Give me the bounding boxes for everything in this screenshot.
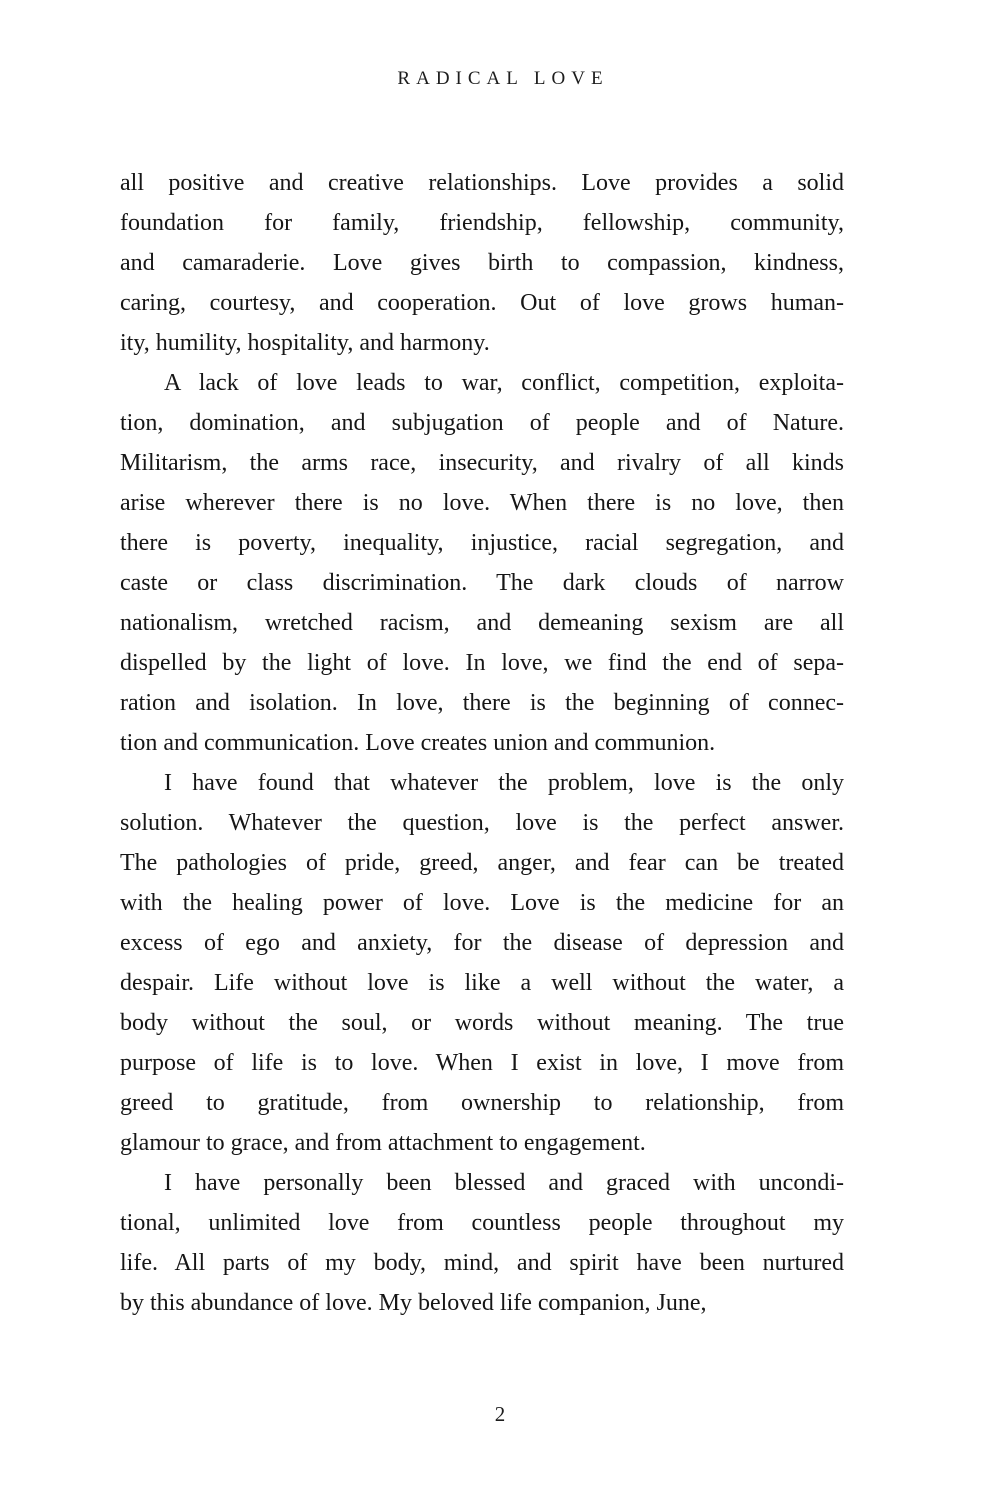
- text-line: greed to gratitude, from ownership to relationship, from: [120, 1090, 844, 1116]
- text-line: ity, humility, hospitality, and harmony.: [120, 330, 490, 356]
- text-line: all positive and creative relationships. Love provides a solid: [120, 170, 844, 196]
- paragraph: [120, 763, 844, 1163]
- text-line: life. All parts of my body, mind, and spirit have been nurtured: [120, 1250, 844, 1276]
- text-line: nationalism, wretched racism, and demeaning sexism are all: [120, 610, 844, 636]
- paragraph: [120, 163, 844, 363]
- text-line: foundation for family, friendship, fellowship, community,: [120, 210, 844, 236]
- text-line: excess of ego and anxiety, for the disease of depression and: [120, 930, 844, 956]
- text-line: The pathologies of pride, greed, anger, and fear can be treated: [120, 850, 844, 876]
- text-line: I have personally been blessed and graced with uncondi-: [164, 1170, 844, 1196]
- text-line: and camaraderie. Love gives birth to compassion, kindness,: [120, 250, 844, 276]
- text-line: caste or class discrimination. The dark clouds of narrow: [120, 570, 844, 596]
- text-line: tion, domination, and subjugation of people and of Nature.: [120, 410, 844, 436]
- page-number: 2: [494, 1402, 506, 1426]
- text-line: I have found that whatever the problem, love is the only: [164, 770, 844, 796]
- paragraph: [120, 1163, 844, 1323]
- text-line: dispelled by the light of love. In love, we find the end of sepa-: [120, 650, 844, 676]
- text-line: arise wherever there is no love. When there is no love, then: [120, 490, 844, 516]
- text-line: glamour to grace, and from attachment to engagement.: [120, 1130, 646, 1156]
- text-line: by this abundance of love. My beloved life companion, June,: [120, 1290, 707, 1316]
- text-line: body without the soul, or words without meaning. The true: [120, 1010, 844, 1036]
- running-head: RADICAL LOVE: [397, 68, 609, 89]
- text-line: caring, courtesy, and cooperation. Out of love grows human-: [120, 290, 844, 316]
- text-line: tional, unlimited love from countless people throughout my: [120, 1210, 844, 1236]
- text-line: purpose of life is to love. When I exist in love, I move from: [120, 1050, 844, 1076]
- paragraph: [120, 363, 844, 763]
- text-line: Militarism, the arms race, insecurity, and rivalry of all kinds: [120, 450, 844, 476]
- text-line: despair. Life without love is like a well without the water, a: [120, 970, 844, 996]
- body-text: [120, 163, 844, 1323]
- text-line: solution. Whatever the question, love is the perfect answer.: [120, 810, 844, 836]
- text-line: A lack of love leads to war, conflict, competition, exploita-: [164, 370, 844, 396]
- text-line: there is poverty, inequality, injustice, racial segregation, and: [120, 530, 844, 556]
- text-line: with the healing power of love. Love is the medicine for an: [120, 890, 844, 916]
- text-line: ration and isolation. In love, there is the beginning of connec-: [120, 690, 844, 716]
- text-line: tion and communication. Love creates union and communion.: [120, 730, 716, 756]
